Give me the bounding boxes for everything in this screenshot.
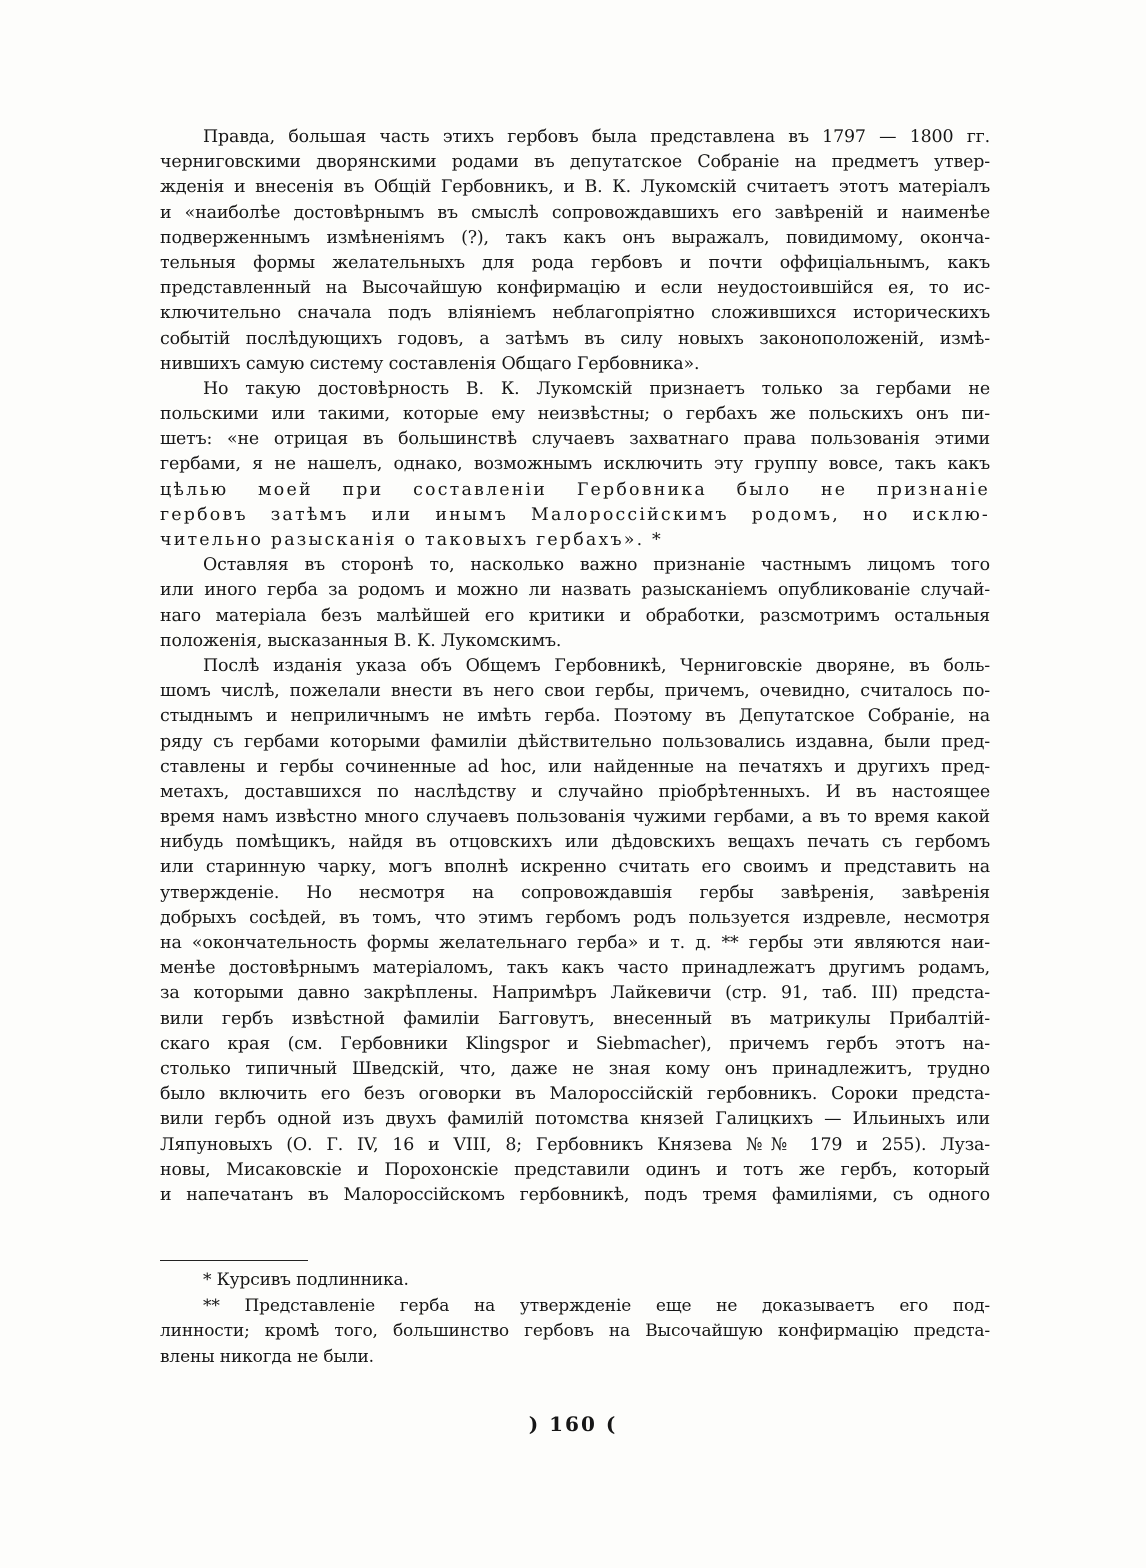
text-line: на «окончательность формы желательнаго герба» и т. д. ** гербы эти являются наи- — [160, 933, 990, 953]
text-line: цѣлью моей при составленіи Гербовника было не признаніе — [160, 479, 990, 500]
footnote-line: линности; кромѣ того, большинство гербовъ на Высочайшую конфирмацію предста- — [160, 1321, 990, 1341]
text-line: жденія и внесенія въ Общій Гербовникъ, и В. К. Лукомскій считаетъ этотъ матеріалъ — [160, 177, 990, 198]
text-line: ставлены и гербы сочиненные ad hoc, или найденные на печатяхъ и другихъ пред- — [160, 756, 990, 777]
text-line: Но такую достовѣрность В. К. Лукомскій признаетъ только за гербами не — [203, 378, 990, 399]
footnote-divider — [160, 1260, 308, 1261]
text-line: нившихъ самую систему составленія Общаго Гербовника». — [160, 353, 700, 374]
footnote-line: * Курсивъ подлинника. — [203, 1270, 409, 1290]
text-line: шомъ числѣ, пожелали внести въ него свои гербы, причемъ, очевидно, считалось по- — [160, 681, 990, 702]
text-line: ключительно сначала подъ вліяніемъ неблагопріятно сложившихся историческихъ — [160, 303, 990, 324]
text-line: метахъ, доставшихся по наслѣдству и случайно пріобрѣтенныхъ. И въ настоящее — [160, 781, 990, 802]
text-line: было включить его безъ оговорки въ Малороссійскій гербовникъ. Сороки предста- — [160, 1084, 990, 1105]
text-line: черниговскими дворянскими родами въ депутатское Собраніе на предметъ утвер- — [160, 152, 990, 173]
text-line: вили гербъ одной изъ двухъ фамилій потомства князей Галицкихъ — Ильиныхъ или — [160, 1109, 990, 1130]
text-line: время намъ извѣстно много случаевъ пользованія чужими гербами, а въ то время какой — [160, 807, 990, 828]
text-line: Правда, большая часть этихъ гербовъ была представлена въ 1797 — 1800 гг. — [203, 127, 990, 147]
text-line: гербами, я не нашелъ, однако, возможнымъ исключить эту группу вовсе, такъ какъ — [160, 454, 990, 475]
text-line: польскими или такими, которые ему неизвѣстны; о гербахъ же польскихъ онъ пи- — [160, 404, 990, 425]
text-line: Ляпуновыхъ (О. Г. IV, 16 и VIII, 8; Гербовникъ Князева №№ 179 и 255). Лузa- — [160, 1134, 990, 1155]
text-line: и напечатанъ въ Малороссійскомъ гербовникѣ, подъ тремя фамиліями, съ одного — [160, 1184, 990, 1205]
text-line: столько типичный Шведскій, что, даже не зная кому онъ принадлежитъ, трудно — [160, 1058, 990, 1079]
text-line: утвержденіе. Но несмотря на сопровождавшія гербы завѣренія, завѣренія — [160, 882, 990, 903]
text-line: подверженнымъ измѣненіямъ (?), такъ какъ онъ выражалъ, повидимому, оконча- — [160, 227, 990, 248]
body-text — [160, 125, 990, 1208]
footnotes — [160, 1268, 990, 1370]
text-line: вили гербъ извѣстной фамиліи Багговутъ, внесенный въ матрикулы Прибалтій- — [160, 1008, 990, 1029]
text-line: шетъ: «не отрицая въ большинствѣ случаевъ захватнаго права пользованія этими — [160, 429, 990, 450]
page-number: ) 160 ( — [528, 1412, 618, 1436]
footnote-line: влены никогда не были. — [160, 1346, 374, 1367]
text-line: или старинную чарку, могъ вполнѣ искренно считать его своимъ и представить на — [160, 857, 990, 878]
text-line: скаго края (см. Гербовники Klingspor и Siebmacher), причемъ гербъ этотъ на- — [160, 1033, 990, 1054]
text-line: чительно разысканія о таковыхъ гербахъ». * — [160, 530, 663, 550]
text-line: наго матеріала безъ малѣйшей его критики и обработки, разсмотримъ остальныя — [160, 605, 990, 626]
text-line: ряду съ гербами которыми фамиліи дѣйствительно пользовались издавна, были пред- — [160, 731, 990, 752]
text-line: Послѣ изданія указа объ Общемъ Гербовникѣ, Черниговскіе дворяне, въ боль- — [203, 655, 990, 676]
text-line: событій послѣдующихъ годовъ, а затѣмъ въ силу новыхъ законоположеній, измѣ- — [160, 328, 990, 349]
text-line: новы, Мисаковскіе и Порохонскіе представили одинъ и тотъ же гербъ, который — [160, 1159, 990, 1180]
text-line: Оставляя въ сторонѣ то, насколько важно признаніе частнымъ лицомъ того — [203, 555, 990, 576]
text-line: гербовъ затѣмъ или инымъ Малороссійскимъ родомъ, но исклю- — [160, 504, 990, 525]
text-line: тельныя формы желательныхъ для рода гербовъ и почти оффиціальнымъ, какъ — [160, 252, 990, 273]
text-line: положенія, высказанныя В. К. Лукомскимъ. — [160, 630, 562, 651]
text-line: или иного герба за родомъ и можно ли назвать разысканіемъ опубликованіе случай- — [160, 580, 990, 601]
text-line: представленный на Высочайшую конфирмацію и если неудостоившійся ея, то ис- — [160, 278, 990, 299]
text-line: и «наиболѣе достовѣрнымъ въ смыслѣ сопровождавшихъ его завѣреній и наименѣе — [160, 202, 990, 223]
text-line: стыднымъ и неприличнымъ не имѣть герба. Поэтому въ Депутатское Собраніе, на — [160, 706, 990, 727]
text-line: нибудь помѣщикъ, найдя въ отцовскихъ или дѣдовскихъ вещахъ печать съ гербомъ — [160, 832, 990, 853]
text-line: за которыми давно закрѣплены. Напримѣръ Лайкевичи (стр. 91, таб. III) предста- — [160, 983, 990, 1004]
footnote-line: ** Представленіе герба на утвержденіе еще не доказываетъ его под- — [203, 1295, 990, 1316]
text-line: менѣе достовѣрнымъ матеріаломъ, такъ какъ часто принадлежатъ другимъ родамъ, — [160, 958, 990, 979]
text-line: добрыхъ сосѣдей, въ томъ, что этимъ гербомъ родъ пользуется издревле, несмотря — [160, 907, 990, 928]
